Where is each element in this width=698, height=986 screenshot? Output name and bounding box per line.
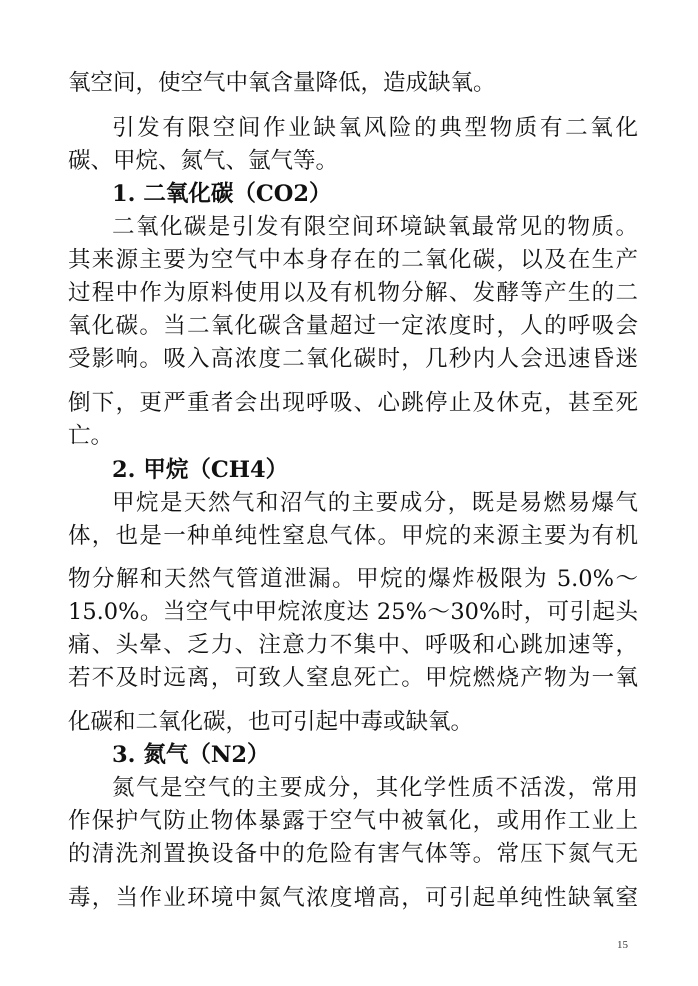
section-heading-ch4: 2. 甲烷（CH4）: [112, 457, 289, 483]
text-line: 体，也是一种单纯性窒息气体。甲烷的来源主要为有机: [68, 523, 638, 549]
section-heading-n2: 3. 氮气（N2）: [112, 742, 270, 768]
text-line: 痛、头晕、乏力、注意力不集中、呼吸和心跳加速等，: [68, 632, 638, 658]
text-line: 其来源主要为空气中本身存在的二氧化碳，以及在生产: [68, 247, 638, 273]
text-line: 甲烷是天然气和沼气的主要成分，既是易燃易爆气: [112, 490, 638, 516]
text-line: 毒，当作业环境中氮气浓度增高，可引起单纯性缺氧窒: [68, 885, 638, 911]
text-line: 若不及时远离，可致人窒息死亡。甲烷燃烧产物为一氧: [68, 665, 638, 691]
text-line: 受影响。吸入高浓度二氧化碳时，几秒内人会迅速昏迷: [68, 346, 638, 372]
text-line: 物分解和天然气管道泄漏。甲烷的爆炸极限为 5.0%～: [68, 566, 638, 592]
text-line: 过程中作为原料使用以及有机物分解、发酵等产生的二: [68, 280, 638, 306]
text-line: 碳、甲烷、氮气、氩气等。: [68, 148, 339, 174]
text-line: 氮气是空气的主要成分，其化学性质不活泼，常用: [112, 775, 638, 801]
text-line: 氧空间，使空气中氧含量降低，造成缺氧。: [68, 70, 496, 96]
text-line: 引发有限空间作业缺氧风险的典型物质有二氧化: [112, 115, 638, 141]
text-line: 15.0%。当空气中甲烷浓度达 25%～30%时，可引起头: [68, 599, 638, 625]
text-line: 化碳和二氧化碳，也可引起中毒或缺氧。: [68, 709, 474, 735]
text-line: 亡。: [68, 423, 114, 449]
text-line: 二氧化碳是引发有限空间环境缺氧最常见的物质。: [112, 214, 638, 240]
text-line: 作保护气防止物体暴露于空气中被氧化，或用作工业上: [68, 808, 638, 834]
page-number: 15: [617, 939, 628, 951]
text-line: 倒下，更严重者会出现呼吸、心跳停止及休克，甚至死: [68, 390, 638, 416]
text-line: 的清洗剂置换设备中的危险有害气体等。常压下氮气无: [68, 841, 638, 867]
text-line: 氧化碳。当二氧化碳含量超过一定浓度时，人的呼吸会: [68, 313, 638, 339]
section-heading-co2: 1. 二氧化碳（CO2）: [112, 181, 332, 207]
